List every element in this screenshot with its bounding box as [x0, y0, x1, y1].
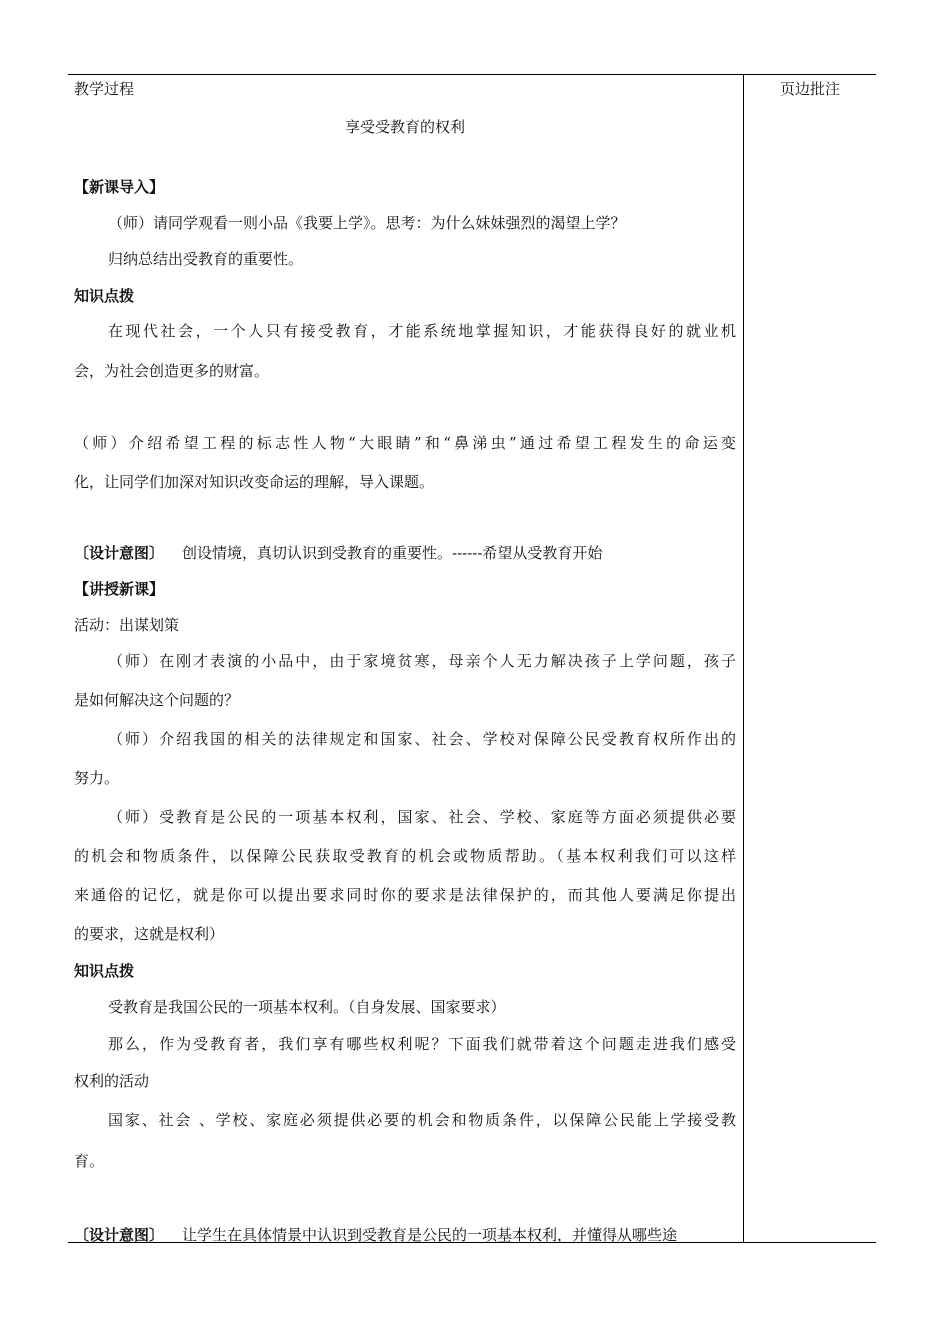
lesson-plan-frame: [68, 74, 876, 1242]
paragraph-line: 的机会和物质条件，以保障公民获取受教育的机会或物质帮助。（基本权利我们可以这样: [74, 847, 736, 865]
paragraph-line: （师）介绍我国的相关的法律规定和国家、社会、学校对保障公民受教育权所作出的: [108, 730, 736, 748]
paragraph-line: 来通俗的记忆，就是你可以提出要求同时你的要求是法律保护的，而其他人要满足你提出: [74, 886, 736, 904]
section-heading-new-lesson: 【讲授新课】: [74, 580, 165, 598]
column-header-margin-notes: 页边批注: [780, 80, 841, 98]
column-header-process: 教学过程: [74, 80, 135, 98]
paragraph-line: （师）受教育是公民的一项基本权利，国家、社会、学校、家庭等方面必须提供必要: [108, 808, 736, 826]
paragraph-line: 努力。: [74, 769, 120, 787]
activity-label: 活动：出谋划策: [74, 616, 180, 634]
paragraph-line: 权利的活动: [74, 1072, 150, 1090]
paragraph-line: 那么，作为受教育者，我们享有哪些权利呢？下面我们就带着这个问题走进我们感受: [108, 1035, 736, 1053]
column-divider: [743, 74, 744, 1242]
lesson-title: 享受受教育的权利: [344, 118, 465, 136]
paragraph-line: 国家、社会 、学校、家庭必须提供必要的机会和物质条件，以保障公民能上学接受教: [108, 1111, 736, 1129]
paragraph-line: 受教育是我国公民的一项基本权利。（自身发展、国家要求）: [108, 998, 506, 1016]
section-heading-intro: 【新课导入】: [74, 178, 165, 196]
paragraph-line: 育。: [74, 1152, 105, 1170]
paragraph-line: （师）在刚才表演的小品中，由于家境贫寒，母亲个人无力解决孩子上学问题，孩子: [108, 652, 736, 670]
top-rule: [68, 74, 876, 75]
paragraph-line: 归纳总结出受教育的重要性。: [108, 250, 304, 268]
paragraph-line: （师）请同学观看一则小品《我要上学》。思考：为什么妹妹强烈的渴望上学？: [108, 214, 626, 232]
design-intent-text: 让学生在具体情景中认识到受教育是公民的一项基本权利，并懂得从哪些途: [182, 1226, 678, 1244]
paragraph-line: 化，让同学们加深对知识改变命运的理解，导入课题。: [74, 473, 435, 491]
design-intent-label: 〔设计意图〕: [74, 1226, 165, 1244]
design-intent-label: 〔设计意图〕: [74, 544, 165, 562]
paragraph-line: 的要求，这就是权利）: [74, 925, 225, 943]
paragraph-line: 在现代社会，一个人只有接受教育，才能系统地掌握知识，才能获得良好的就业机: [108, 322, 736, 340]
paragraph-line: （师）介绍希望工程的标志性人物“大眼睛”和“鼻涕虫”通过希望工程发生的命运变: [74, 434, 736, 452]
paragraph-line: 会，为社会创造更多的财富。: [74, 362, 270, 380]
knowledge-heading: 知识点拨: [74, 287, 135, 305]
design-intent-text: 创设情境，真切认识到受教育的重要性。------希望从受教育开始: [182, 544, 603, 562]
paragraph-line: 是如何解决这个问题的？: [74, 691, 240, 709]
knowledge-heading: 知识点拨: [74, 962, 135, 980]
